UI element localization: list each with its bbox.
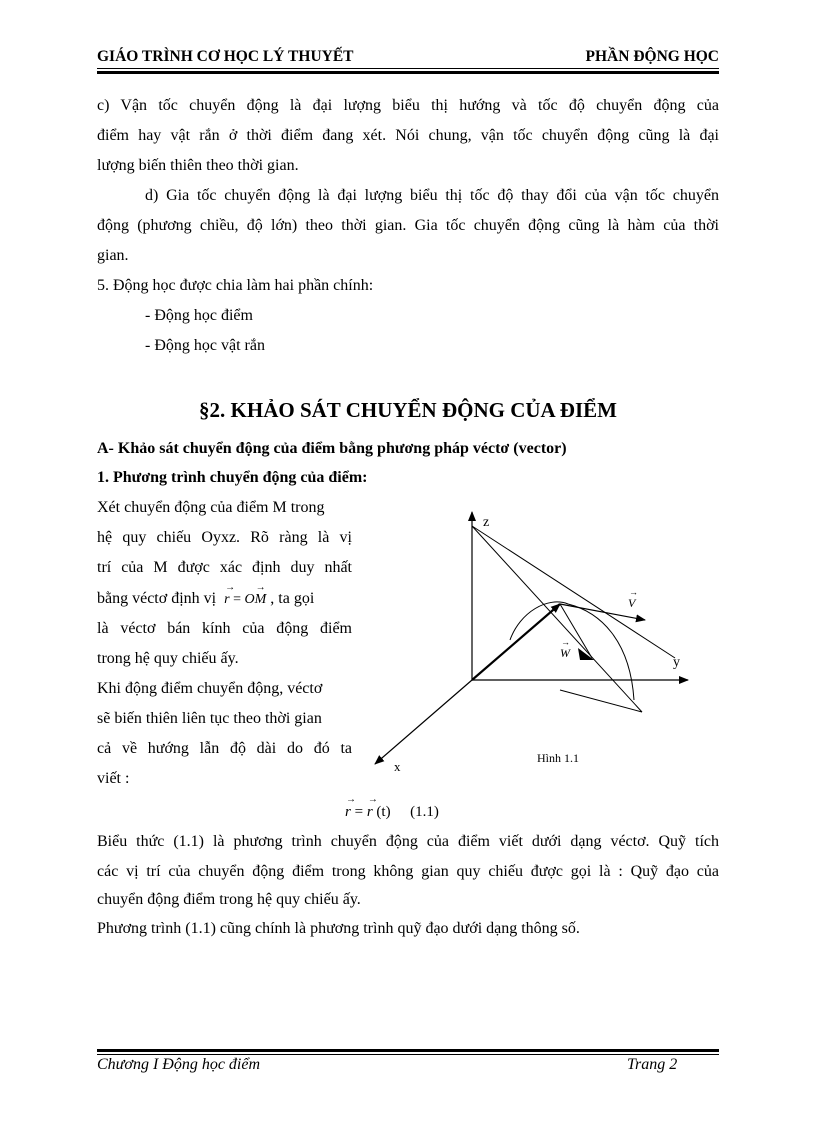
para-c-line1: c) Vận tốc chuyển động là đại lượng biểu thị hướng và tốc độ chuyển động của [97,97,719,114]
body-para2: Phương trình (1.1) cũng chính là phương trình quỹ đạo dưới dạng thông số. [97,920,580,937]
m-vector-symbol: → M [255,585,267,615]
sub-item-rigid-body-kinematics: - Động học vật rắn [145,337,265,354]
left-col-line3: trí của M được xác định duy nhất [97,559,352,576]
acceleration-arrowhead [578,648,594,660]
list-item-5: 5. Động học được chia làm hai phần chính: [97,277,374,294]
para-c-line3: lượng biến thiên theo thời gian. [97,157,299,174]
equation-number: (1.1) [410,804,439,820]
plane-edge-z-diag [472,526,642,712]
para-c-line2: điểm hay vật rắn ở thời điểm đang xét. Nói chung, vận tốc chuyển động cũng là đại [97,127,719,144]
para-d-line1: d) Gia tốc chuyển động là đại lượng biểu thị tốc độ thay đổi của vận tốc chuyển [145,187,719,204]
eq-time-argument: (t) [376,804,391,820]
y-axis-label: y [673,655,680,670]
x-axis [375,680,472,764]
eq-r-vector-rhs: → r [367,797,373,827]
footer-chapter: Chương I Động học điểm [97,1056,261,1073]
header-part-title: PHẦN ĐỘNG HỌC [585,48,719,65]
velocity-label: V [628,596,636,610]
section-title: §2. KHẢO SÁT CHUYỂN ĐỘNG CỦA ĐIỂM [199,398,617,422]
footer-rule [97,1049,719,1055]
left-col-line10: viết : [97,770,130,787]
left-col-line9: cả về hướng lẫn độ dài do đó ta [97,740,352,757]
position-vector-text: bằng véctơ định vị [97,590,217,607]
sub-item-point-kinematics: - Động học điểm [145,307,253,324]
header-book-title: GIÁO TRÌNH CƠ HỌC LÝ THUYẾT [97,48,354,65]
left-col-line5: là véctơ bán kính của động điểm [97,620,352,637]
z-axis-label: z [483,515,490,530]
plane-edge-bottom [560,690,642,712]
left-col-line1: Xét chuyển động của điểm M trong [97,499,325,516]
heading-a: A- Khảo sát chuyển động của điểm bằng phương pháp véctơ (vector) [97,440,567,457]
body-para1-line2: các vị trí của chuyển động điểm trong không gian quy chiếu được gọi là : Quỹ đạo của [97,863,719,880]
body-para1-line3: chuyển động điểm trong hệ quy chiếu ấy. [97,891,361,908]
acceleration-label: W [560,646,570,660]
left-col-line7: Khi động điểm chuyển động, véctơ [97,680,323,697]
para-d-line2: động (phương chiều, độ lớn) theo thời gian. Gia tốc chuyển động cũng là hàm của thời [97,217,719,234]
equation-1-1 [345,797,439,827]
left-col-line6: trong hệ quy chiếu ấy. [97,650,239,667]
eq-equals: = [354,804,364,820]
trajectory-curve [510,602,634,700]
x-axis-label: x [394,759,401,774]
equals-sign: = [233,592,241,607]
para-d-line3: gian. [97,247,129,264]
figure-caption: Hình 1.1 [537,751,579,765]
plane-edge-z-y [472,526,675,658]
r-vector-symbol: → r [224,585,229,615]
origin-symbol: O [244,592,255,607]
position-vector-text-end: , ta gọi [270,590,315,607]
position-vector-om [472,604,560,680]
eq-r-vector: → r [345,797,351,827]
left-col-line2: hệ quy chiếu Oyxz. Rõ ràng là vị [97,529,352,546]
body-para1-line1: Biểu thức (1.1) là phương trình chuyển động của điểm viết dưới dạng véctơ. Quỹ tích [97,833,719,850]
velocity-label-arrow: → [629,587,638,597]
acceleration-label-arrow: → [561,637,570,647]
heading-1: 1. Phương trình chuyển động của điểm: [97,469,368,486]
left-col-line8: sẽ biến thiên liên tục theo thời gian [97,710,322,727]
footer-page-number: Trang 2 [627,1056,678,1073]
